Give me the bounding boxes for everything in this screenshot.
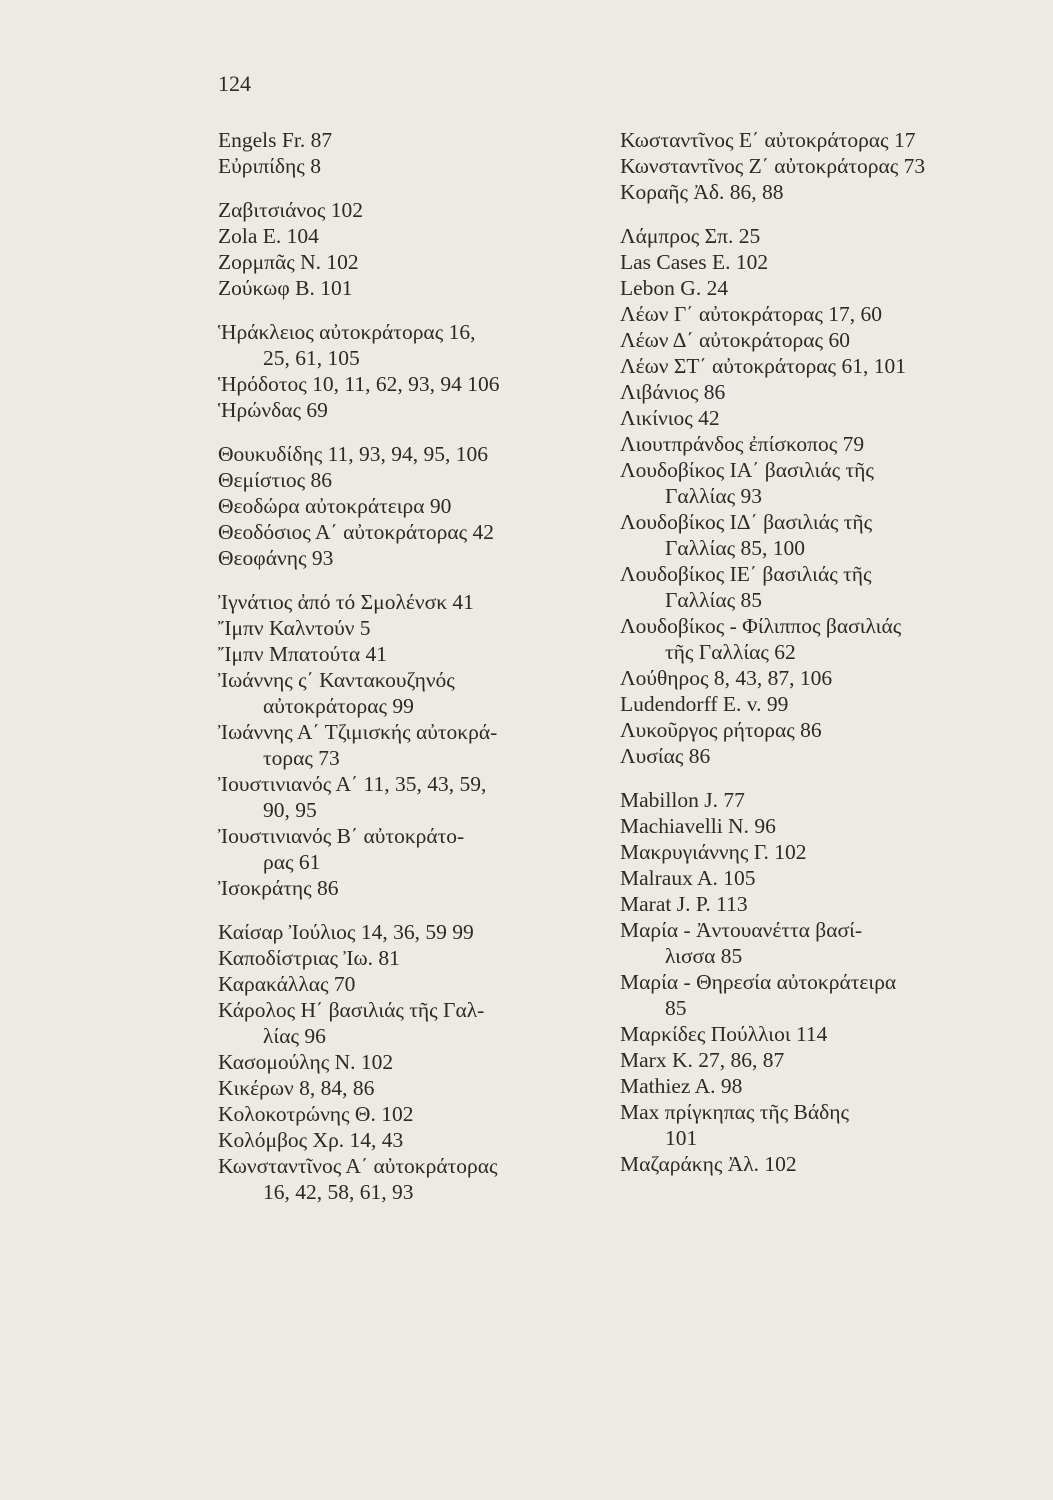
index-entry [620, 223, 1040, 249]
index-entry [620, 1021, 1040, 1047]
index-entry [218, 1049, 613, 1075]
index-entry-continuation: 85 [665, 996, 687, 1020]
index-entry-text: Ζορμπᾶς Ν. 102 [218, 250, 359, 274]
index-entry-text: Θεοδόσιος Α΄ αὐτοκράτορας 42 [218, 520, 494, 544]
index-entry [218, 153, 613, 179]
letter-group-gap [218, 301, 613, 319]
index-entry-text: Ἰγνάτιος ἀπό τό Σμολένσκ 41 [218, 590, 474, 614]
index-entry-text: Engels Fr. 87 [218, 128, 333, 152]
index-entry-text: Θεοδώρα αὐτοκράτειρα 90 [218, 494, 452, 518]
index-entry-continuation: 90, 95 [263, 798, 317, 822]
index-entry-text: Λυκοῦργος ρήτορας 86 [620, 718, 822, 742]
index-column-left [218, 127, 613, 1205]
index-entry-text: Κωνσταντῖνος Ζ΄ αὐτοκράτορας 73 [620, 154, 926, 178]
index-entry-text: Κολόμβος Χρ. 14, 43 [218, 1128, 404, 1152]
index-entry [218, 467, 613, 493]
index-entry-text: Λέων ΣΤ΄ αὐτοκράτορας 61, 101 [620, 354, 906, 378]
index-entry [218, 823, 613, 875]
index-entry [620, 969, 1040, 1021]
index-entry [218, 249, 613, 275]
index-entry-text: Λάμπρος Σπ. 25 [620, 224, 761, 248]
index-entry-continuation: Γαλλίας 85, 100 [665, 536, 805, 560]
index-entry-text: Ἰωάννης ς΄ Καντακουζηνός [218, 668, 455, 692]
index-entry-text: Ἡρόδοτος 10, 11, 62, 93, 94 106 [218, 372, 500, 396]
index-entry-continuation: ρας 61 [263, 850, 321, 874]
index-entry [620, 179, 1040, 205]
index-entry-text: Μαρία - Ἀντουανέττα βασί- [620, 918, 863, 942]
index-entry [218, 371, 613, 397]
index-entry-text: Θεοφάνης 93 [218, 546, 334, 570]
index-entry-text: Λουδοβίκος - Φίλιππος βασιλιάς [620, 614, 902, 638]
index-entry-text: Μαρία - Θηρεσία αὐτοκράτειρα [620, 970, 897, 994]
index-entry [218, 519, 613, 545]
index-entry [218, 493, 613, 519]
index-entry-text: Λουδοβίκος ΙΔ΄ βασιλιάς τῆς [620, 510, 873, 534]
index-entry-text: Καρακάλλας 70 [218, 972, 356, 996]
index-entry [620, 249, 1040, 275]
index-entry [620, 691, 1040, 717]
index-entry [218, 319, 613, 371]
index-entry-continuation: Γαλλίας 93 [665, 484, 762, 508]
index-entry-text: Λέων Γ΄ αὐτοκράτορας 17, 60 [620, 302, 882, 326]
index-entry [218, 1101, 613, 1127]
index-entry-text: Malraux A. 105 [620, 866, 756, 890]
index-entry-text: Εὐριπίδης 8 [218, 154, 321, 178]
letter-group-gap [620, 205, 1040, 223]
index-entry [218, 875, 613, 901]
index-entry [620, 613, 1040, 665]
index-entry-text: Μαρκίδες Πούλλιοι 114 [620, 1022, 828, 1046]
index-entry [218, 667, 613, 719]
index-entry-text: Κωσταντῖνος Ε΄ αὐτοκράτορας 17 [620, 128, 916, 152]
index-entry [218, 771, 613, 823]
index-entry [620, 431, 1040, 457]
index-entry [620, 1047, 1040, 1073]
index-entry-continuation: λισσα 85 [665, 944, 743, 968]
index-entry [218, 1153, 613, 1205]
index-entry [620, 457, 1040, 509]
index-entry-text: Λιουτπράνδος ἐπίσκοπος 79 [620, 432, 865, 456]
index-entry-text: Ἰουστινιανός Α΄ 11, 35, 43, 59, [218, 772, 487, 796]
index-entry [218, 945, 613, 971]
index-entry-text: Lebon G. 24 [620, 276, 729, 300]
index-entry [620, 509, 1040, 561]
index-entry-text: Κάρολος Η΄ βασιλιάς τῆς Γαλ- [218, 998, 485, 1022]
index-entry-text: Θουκυδίδης 11, 93, 94, 95, 106 [218, 442, 489, 466]
index-entry [218, 1075, 613, 1101]
index-entry-text: Κικέρων 8, 84, 86 [218, 1076, 375, 1100]
index-entry-text: Λουδοβίκος ΙΕ΄ βασιλιάς τῆς [620, 562, 872, 586]
index-entry [218, 1127, 613, 1153]
index-entry [218, 589, 613, 615]
index-entry [218, 615, 613, 641]
index-entry-continuation: 16, 42, 58, 61, 93 [263, 1180, 414, 1204]
index-entry-text: Λικίνιος 42 [620, 406, 720, 430]
index-entry-text: Mathiez A. 98 [620, 1074, 743, 1098]
index-entry [218, 719, 613, 771]
index-entry-text: Marx K. 27, 86, 87 [620, 1048, 785, 1072]
index-entry-text: Zola E. 104 [218, 224, 319, 248]
index-entry [218, 127, 613, 153]
index-entry-text: Λουδοβίκος ΙΑ΄ βασιλιάς τῆς [620, 458, 874, 482]
index-entry [620, 301, 1040, 327]
index-entry-text: Καποδίστριας Ἰω. 81 [218, 946, 400, 970]
index-entry-text: Ἴμπν Μπατούτα 41 [218, 642, 387, 666]
index-entry-text: Las Cases E. 102 [620, 250, 769, 274]
index-entry-text: Marat J. P. 113 [620, 892, 748, 916]
index-entry [620, 891, 1040, 917]
index-entry-text: Ludendorff E. v. 99 [620, 692, 789, 716]
index-column-right [620, 127, 1040, 1177]
index-entry [218, 223, 613, 249]
index-entry [218, 997, 613, 1049]
index-entry-continuation: αὐτοκράτορας 99 [263, 694, 414, 718]
index-entry-text: Καίσαρ Ἰούλιος 14, 36, 59 99 [218, 920, 474, 944]
index-entry-text: Ζαβιτσιάνος 102 [218, 198, 364, 222]
letter-group-gap [218, 571, 613, 589]
index-entry-text: Λούθηρος 8, 43, 87, 106 [620, 666, 833, 690]
index-entry [620, 1073, 1040, 1099]
index-entry [620, 743, 1040, 769]
index-entry [218, 275, 613, 301]
index-entry-continuation: 101 [665, 1126, 698, 1150]
index-entry [620, 327, 1040, 353]
letter-group-gap [620, 769, 1040, 787]
index-entry-text: Λέων Δ΄ αὐτοκράτορας 60 [620, 328, 850, 352]
index-entry-continuation: τῆς Γαλλίας 62 [665, 640, 796, 664]
index-entry [620, 917, 1040, 969]
index-entry [620, 405, 1040, 431]
index-entry-text: Κοραῆς Ἀδ. 86, 88 [620, 180, 784, 204]
page-number: 124 [218, 71, 251, 96]
index-entry [620, 353, 1040, 379]
index-entry-text: Θεμίστιος 86 [218, 468, 333, 492]
index-entry [218, 441, 613, 467]
index-entry [620, 275, 1040, 301]
index-entry [218, 971, 613, 997]
index-entry-continuation: Γαλλίας 85 [665, 588, 762, 612]
index-entry [620, 717, 1040, 743]
index-entry [620, 787, 1040, 813]
index-entry-text: Ἡρώνδας 69 [218, 398, 328, 422]
index-entry-text: Λυσίας 86 [620, 744, 711, 768]
index-entry-text: Machiavelli N. 96 [620, 814, 776, 838]
index-entry-text: Κωνσταντῖνος Α΄ αὐτοκράτορας [218, 1154, 498, 1178]
index-entry [620, 1151, 1040, 1177]
index-entry [620, 379, 1040, 405]
index-entry-text: Ἰωάννης Α΄ Τζιμισκής αὐτοκρά- [218, 720, 498, 744]
letter-group-gap [218, 423, 613, 441]
index-entry-text: Ἰουστινιανός Β΄ αὐτοκράτο- [218, 824, 465, 848]
index-entry [218, 545, 613, 571]
index-entry-text: Ἰσοκράτης 86 [218, 876, 339, 900]
index-entry [620, 561, 1040, 613]
index-entry [620, 127, 1040, 153]
index-entry [218, 397, 613, 423]
index-entry [620, 665, 1040, 691]
index-entry-text: Ἴμπν Καλντούν 5 [218, 616, 371, 640]
index-entry [620, 153, 1040, 179]
index-entry-text: Λιβάνιος 86 [620, 380, 726, 404]
index-entry-text: Μαζαράκης Ἀλ. 102 [620, 1152, 797, 1176]
index-entry [620, 1099, 1040, 1151]
letter-group-gap [218, 179, 613, 197]
index-entry-text: Μακρυγιάννης Γ. 102 [620, 840, 807, 864]
index-entry [620, 813, 1040, 839]
index-entry [218, 641, 613, 667]
index-entry-text: Κολοκοτρώνης Θ. 102 [218, 1102, 414, 1126]
index-entry [218, 919, 613, 945]
index-entry-text: Mabillon J. 77 [620, 788, 745, 812]
index-entry-text: Max πρίγκηπας τῆς Βάδης [620, 1100, 850, 1124]
index-entry-continuation: 25, 61, 105 [263, 346, 360, 370]
index-entry [620, 839, 1040, 865]
index-entry-text: Ζούκωφ Β. 101 [218, 276, 353, 300]
index-entry-text: Κασομούλης Ν. 102 [218, 1050, 394, 1074]
letter-group-gap [218, 901, 613, 919]
index-entry-continuation: λίας 96 [263, 1024, 326, 1048]
index-entry-continuation: τορας 73 [263, 746, 340, 770]
index-entry [620, 865, 1040, 891]
index-entry-text: Ἡράκλειος αὐτοκράτορας 16, [218, 320, 476, 344]
index-entry [218, 197, 613, 223]
